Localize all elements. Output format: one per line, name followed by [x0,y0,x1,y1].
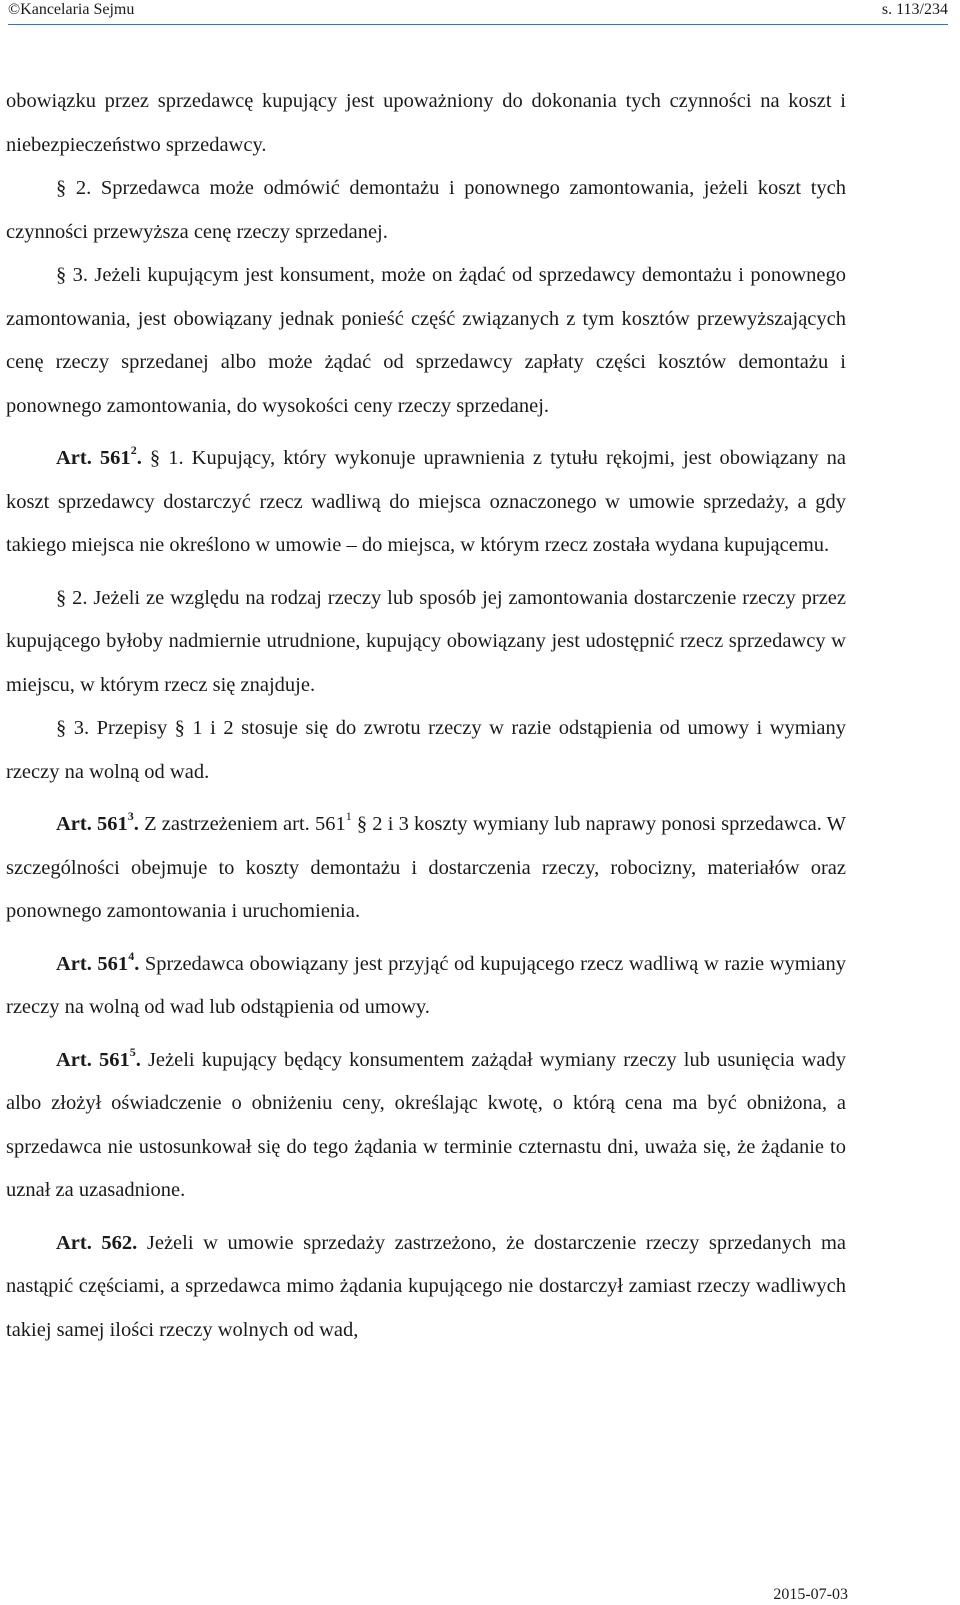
article-text: Jeżeli w umowie sprzedaży zastrzeżono, że dostarczenie rzeczy sprzedanych ma nastąpić częściami, a sprzedawca mimo żądania kupującego nie dostarczył zamiast rzeczy wadliwych takiej samej ilości rzeczy wolnych od wad, [6,1231,846,1341]
article-561-4 [6,943,846,1030]
article-heading: Art. $561^2$. [56,443,142,469]
page-footer-date: 2015-07-03 [773,1586,848,1603]
paragraph-section-2: § 2. Sprzedawca może odmówić demontażu i ponownego zamontowania, jeżeli koszt tych czynności przewyższa cenę rzeczy sprzedanej. [6,177,846,243]
article-text: Jeżeli kupujący będący konsumentem zażądał wymiany rzeczy lub usunięcia wady albo złożył oświadczenie o obniżeniu ceny, określając kwotę, o którą cena ma być obniżona, a sprzedawca nie ustosunkował się do tego żądania w terminie czternastu dni, uważa się, że żądanie to uznał za uzasadnione. [6,1048,846,1201]
article-text: § 1. Kupujący, który wykonuje uprawnienia z tytułu rękojmi, jest obowiązany na koszt sprzedawcy dostarczyć rzecz wadliwą do miejsca oznaczonego w umowie sprzedaży, a gdy takiego miejsca nie określono w umowie – do miejsca, w którym rzecz została wydana kupującemu. [6,447,846,556]
document-body [6,80,846,1352]
header-copyright: ©Kancelaria Sejmu [8,1,135,18]
article-text-continued: § 2 i 3 koszty wymiany lub naprawy ponosi sprzedawca. W szczególności obejmuje to koszty demontażu i dostarczenia rzeczy, robocizny, materiałów oraz ponownego zamontowania i uruchomienia. [6,813,846,922]
paragraph-continuation: obowiązku przez sprzedawcę kupujący jest upoważniony do dokonania tych czynności na koszt i niebezpieczeństwo sprzedawcy. [6,90,846,156]
article-heading: Art. $561^4$. [56,948,140,975]
article-561-5 [6,1039,846,1213]
reference-superscript: 1 [345,809,352,824]
article-heading: Art. 562. [56,1231,138,1254]
article-superscript: 3 [127,809,134,824]
article-text: Sprzedawca obowiązany jest przyjąć od kupującego rzecz wadliwą w razie wymiany rzeczy na wolną od wad lub odstąpienia od umowy. [6,952,846,1018]
article-heading: Art. $561^3$. [56,809,139,835]
article-561-2-section-3: § 3. Przepisy § 1 i 2 stosuje się do zwrotu rzeczy w razie odstąpienia od umowy i wymiany rzeczy na wolną od wad. [6,717,846,783]
page-header [8,0,948,25]
article-561-2-section-2: § 2. Jeżeli ze względu na rodzaj rzeczy lub sposób jej zamontowania dostarczenie rzeczy przez kupującego byłoby nadmiernie utrudnione, kupujący obowiązany jest udostępnić rzecz sprzedawcy w miejscu, w którym rzecz się znajduje. [6,586,846,696]
article-text: Z zastrzeżeniem art. 561 [138,813,346,835]
article-heading: Art. $561^5$. [56,1044,141,1071]
article-superscript: 5 [129,1044,136,1059]
article-561-3 [6,803,846,934]
article-561-2 [6,437,846,568]
article-superscript: 2 [130,443,137,458]
article-superscript: 4 [128,948,135,963]
article-562 [6,1222,846,1353]
header-page-number: s. 113/234 [881,1,948,18]
paragraph-section-3: § 3. Jeżeli kupującym jest konsument, może on żądać od sprzedawcy demontażu i ponownego zamontowania, jest obowiązany jednak ponieść część związanych z tym kosztów przewyższających cenę rzeczy sprzedanej albo może żądać od sprzedawcy zapłaty części kosztów demontażu i ponownego zamontowania, do wysokości ceny rzeczy sprzedanej. [6,264,846,417]
